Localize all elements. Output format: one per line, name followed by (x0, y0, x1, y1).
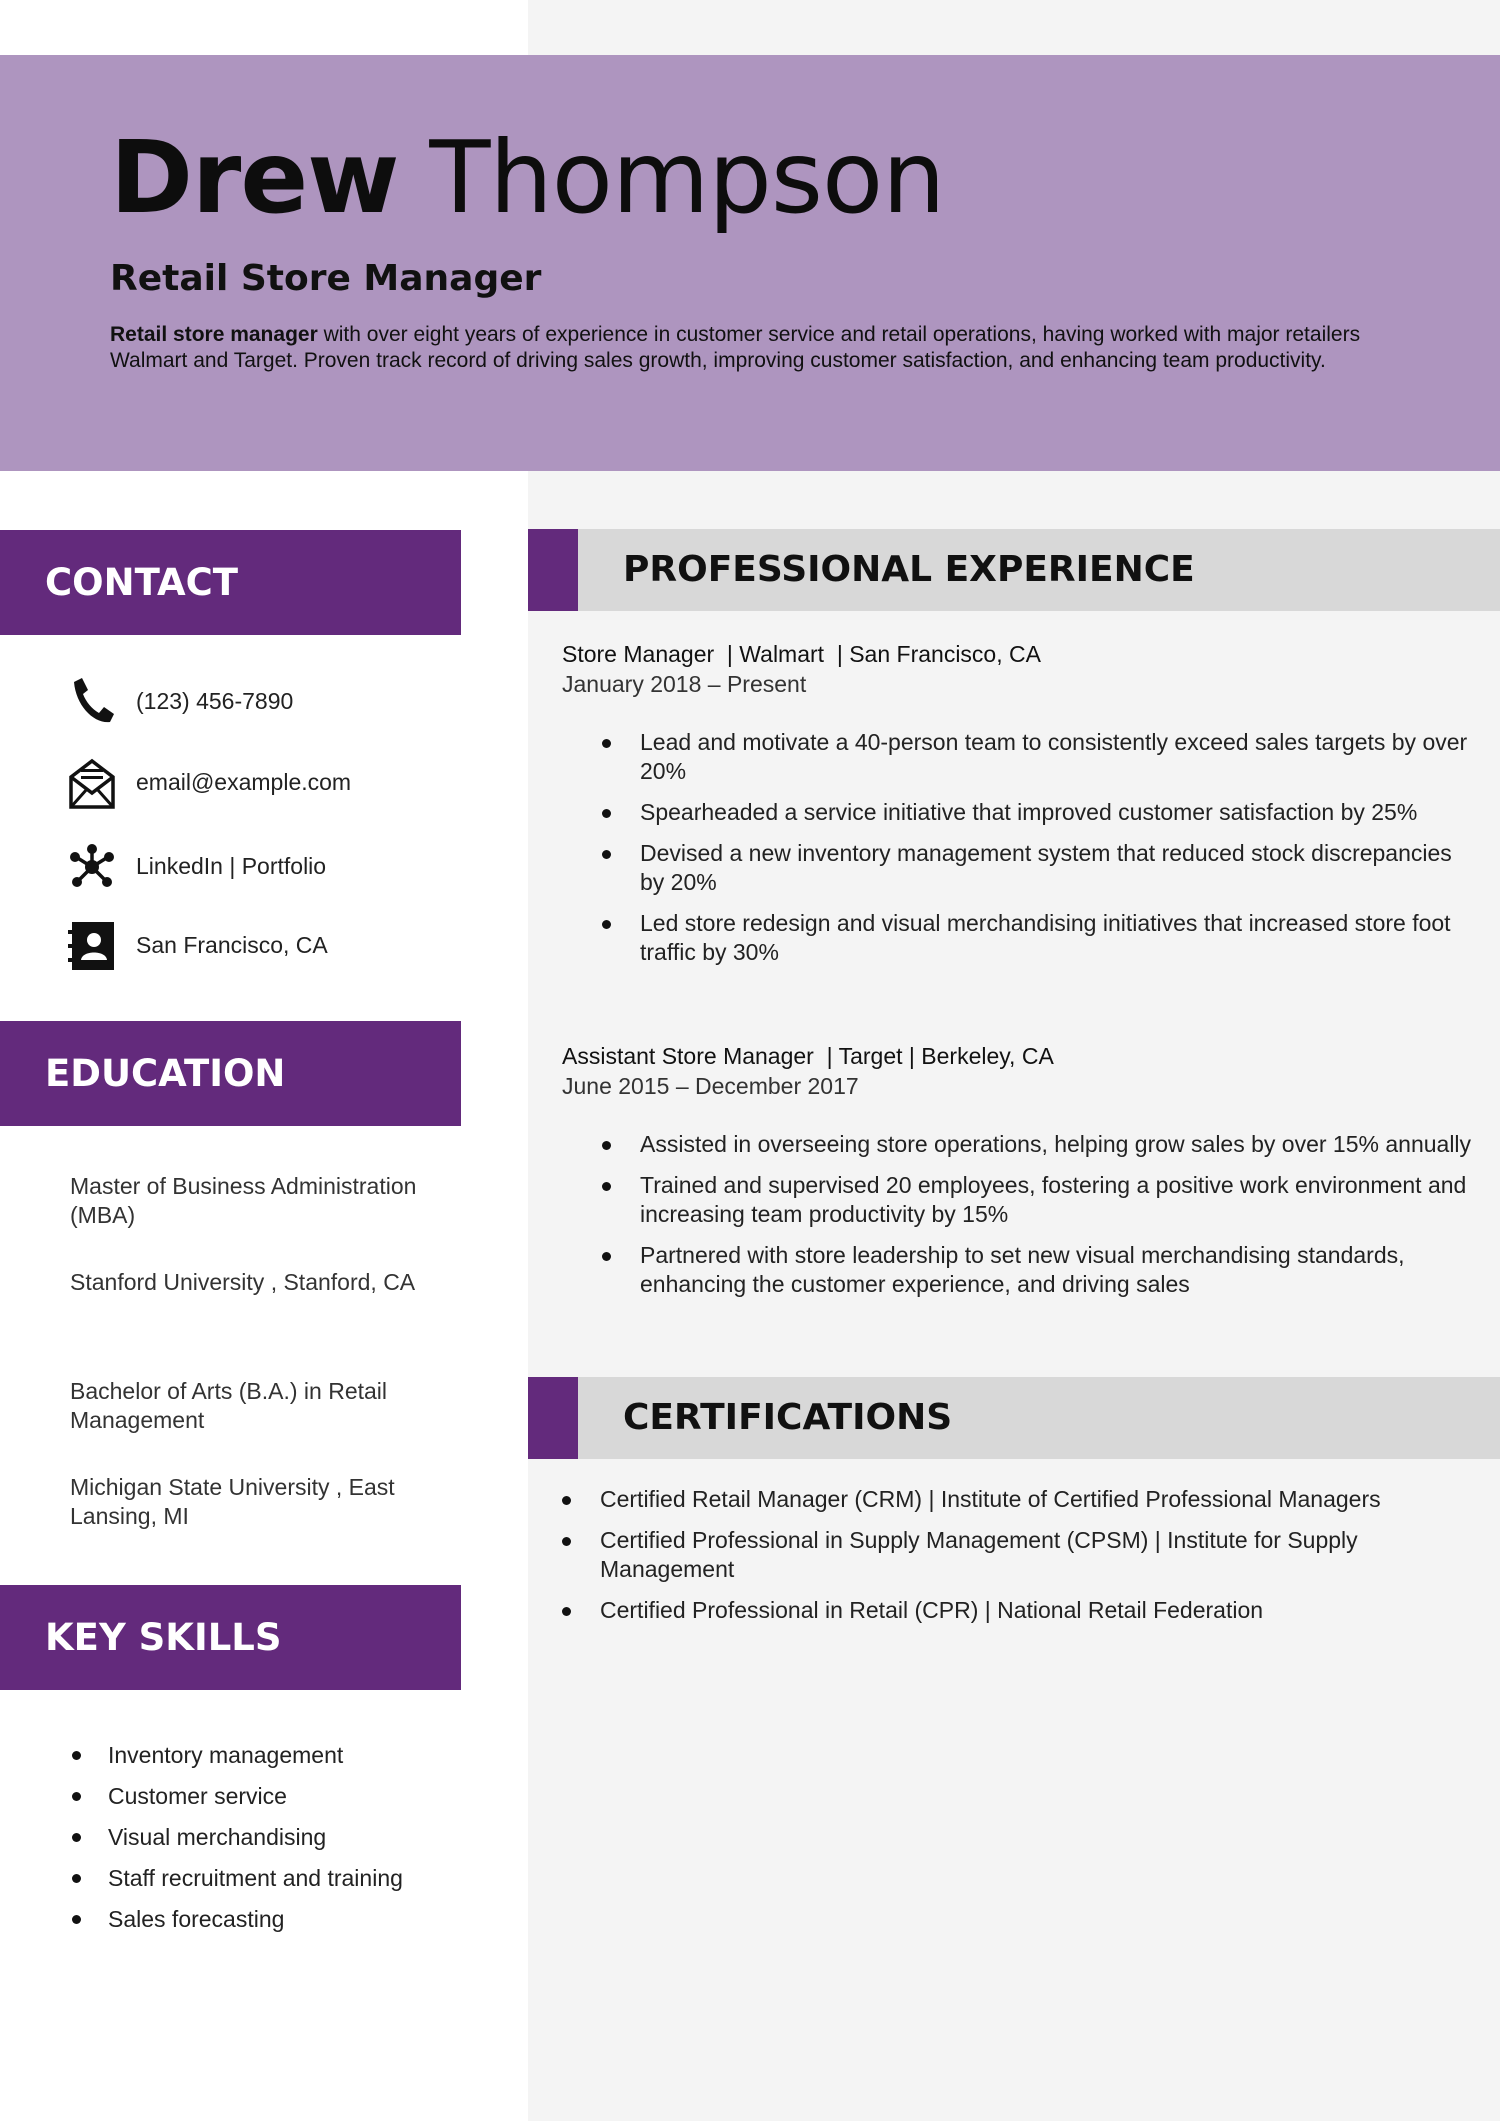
skill-item: Customer service (70, 1776, 403, 1817)
job-title: Assistant Store Manager (562, 1043, 814, 1069)
skill-item: Staff recruitment and training (70, 1858, 403, 1899)
email-icon (68, 755, 116, 811)
skills-heading: KEY SKILLS (45, 1616, 282, 1659)
contact-links (68, 839, 468, 895)
first-name: Drew (110, 119, 399, 236)
location: San Francisco, CA (136, 932, 328, 958)
professional-summary (110, 322, 1380, 374)
education-degree: Bachelor of Arts (B.A.) in Retail Management (70, 1378, 388, 1433)
certification-item: Certified Professional in Supply Management (CPSM) | Institute for Supply Management (561, 1526, 1481, 1584)
address-book-icon (68, 918, 116, 974)
phone-number[interactable]: (123) 456-7890 (136, 688, 294, 714)
skill-item: Visual merchandising (70, 1817, 403, 1858)
job-company: Target (838, 1043, 903, 1069)
last-name: Thompson (429, 119, 945, 236)
job-heading: Assistant Store Manager | Target | Berkeley, CA (562, 1043, 1054, 1069)
certification-item: Certified Retail Manager (CRM) | Institute of Certified Professional Managers (561, 1485, 1481, 1514)
phone-icon (68, 674, 116, 730)
job-bullets (601, 1130, 1481, 1311)
certifications-list (561, 1485, 1481, 1637)
summary-text: with over eight years of experience in customer service and retail operations, having worked with major retailers Walmart and Target. Proven track record of driving sales growth, improving customer satisfaction, and enhancing team productivity. (110, 323, 1361, 372)
job-bullet: Devised a new inventory management system that reduced stock discrepancies by 20% (601, 839, 1481, 897)
job-bullet: Led store redesign and visual merchandising initiatives that increased store foot traffic by 30% (601, 909, 1481, 967)
job-bullets (601, 728, 1481, 979)
education-school: Stanford University , Stanford, CA (70, 1269, 416, 1295)
job-bullet: Assisted in overseeing store operations, helping grow sales by over 15% annually (601, 1130, 1481, 1159)
job-location: Berkeley, CA (921, 1043, 1054, 1069)
contact-location (68, 918, 468, 974)
contact-heading: CONTACT (45, 561, 238, 604)
job-bullet: Lead and motivate a 40-person team to consistently exceed sales targets by over 20% (601, 728, 1481, 786)
job-bullet: Partnered with store leadership to set new visual merchandising standards, enhancing the customer experience, and driving sales (601, 1241, 1481, 1299)
network-icon (68, 839, 116, 895)
job-heading: Store Manager | Walmart | San Francisco, CA (562, 641, 1041, 667)
contact-heading-bar (0, 530, 461, 635)
summary-lead: Retail store manager (110, 323, 318, 346)
job-bullet: Spearheaded a service initiative that improved customer satisfaction by 25% (601, 798, 1481, 827)
contact-phone (68, 674, 468, 730)
email-address[interactable]: email@example.com (136, 769, 352, 795)
skill-item: Sales forecasting (70, 1899, 403, 1940)
certifications-heading: CERTIFICATIONS (623, 1397, 953, 1438)
certifications-heading-bar (528, 1377, 1500, 1459)
skill-item: Inventory management (70, 1735, 403, 1776)
job-title: Retail Store Manager (110, 258, 542, 299)
education-heading: EDUCATION (45, 1052, 286, 1095)
experience-heading-bar (528, 529, 1500, 611)
education-school: Michigan State University , East Lansing, MI (70, 1474, 395, 1529)
job-title: Store Manager (562, 641, 715, 667)
job-bullet: Trained and supervised 20 employees, fostering a positive work environment and increasing team productivity by 15% (601, 1171, 1481, 1229)
experience-heading: PROFESSIONAL EXPERIENCE (623, 549, 1195, 590)
contact-email (68, 755, 468, 811)
job-location: San Francisco, CA (849, 641, 1041, 667)
heading-accent (528, 1377, 578, 1459)
job-dates: June 2015 – December 2017 (562, 1073, 859, 1099)
linkedin-portfolio[interactable]: LinkedIn | Portfolio (136, 853, 327, 879)
candidate-name (110, 118, 945, 238)
certification-item: Certified Professional in Retail (CPR) | National Retail Federation (561, 1596, 1481, 1625)
job-dates: January 2018 – Present (562, 671, 807, 697)
skills-heading-bar (0, 1585, 461, 1690)
heading-accent (528, 529, 578, 611)
education-degree: Master of Business Administration (MBA) (70, 1173, 417, 1228)
education-heading-bar (0, 1021, 461, 1126)
skills-list (70, 1735, 403, 1940)
job-company: Walmart (739, 641, 825, 667)
